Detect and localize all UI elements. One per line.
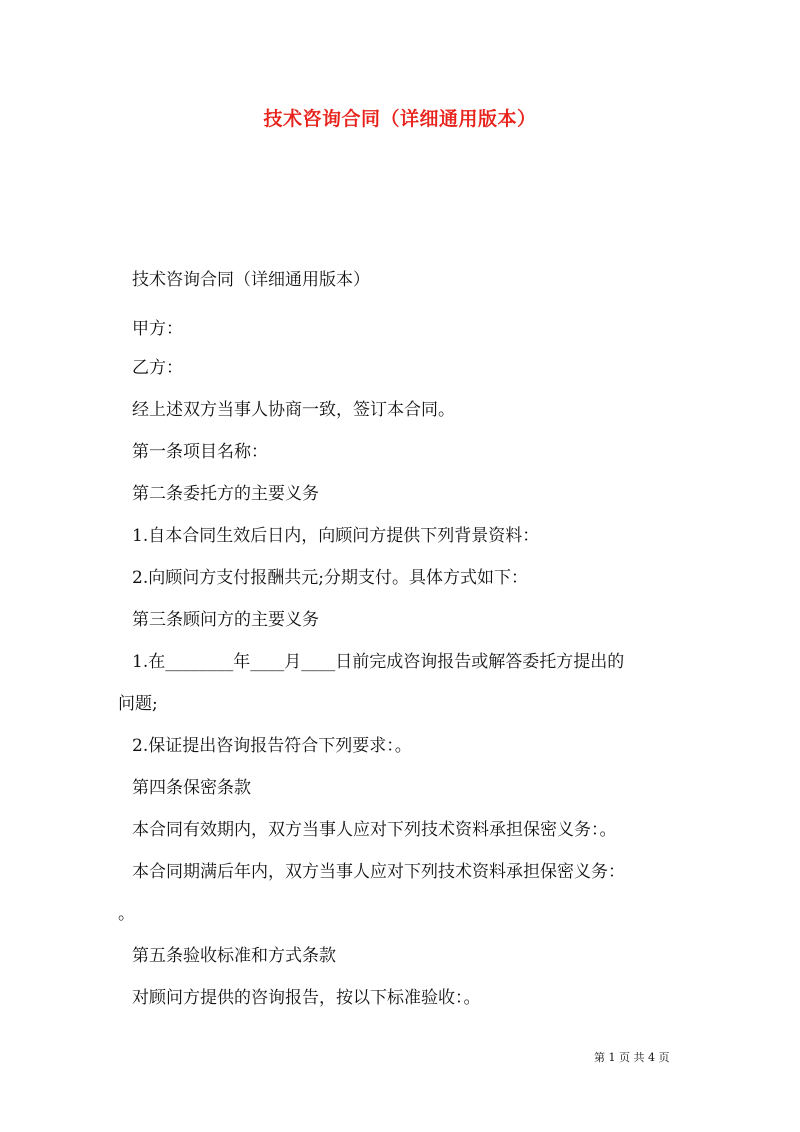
document-title: 技术咨询合同（详细通用版本） — [263, 108, 537, 130]
article-4-paragraph-1: 本合同有效期内，双方当事人应对下列技术资料承担保密义务：。 — [132, 820, 617, 840]
article-3-item-1: 1.在________年____月____日前完成咨询报告或解答委托方提出的 — [132, 652, 625, 672]
article-3-heading: 第三条顾问方的主要义务 — [132, 610, 319, 630]
article-5-heading: 第五条验收标准和方式条款 — [132, 946, 336, 966]
paragraph-heading: 技术咨询合同（详细通用版本） — [132, 270, 370, 290]
article-4-heading: 第四条保密条款 — [132, 778, 251, 798]
article-3-item-1-continued: 问题; — [118, 694, 158, 714]
article-1-heading: 第一条项目名称： — [132, 442, 268, 462]
article-2-item-2: 2.向顾问方支付报酬共元;分期支付。具体方式如下： — [132, 568, 528, 588]
article-4-paragraph-2: 本合同期满后年内，双方当事人应对下列技术资料承担保密义务： — [132, 862, 625, 882]
article-2-item-1: 1.自本合同生效后日内，向顾问方提供下列背景资料： — [132, 526, 540, 546]
article-2-heading: 第二条委托方的主要义务 — [132, 484, 319, 504]
article-3-item-2: 2.保证提出咨询报告符合下列要求：。 — [132, 736, 412, 756]
party-a-label: 甲方： — [132, 319, 183, 339]
article-5-paragraph-1: 对顾问方提供的咨询报告，按以下标准验收：。 — [132, 988, 481, 1008]
party-b-label: 乙方： — [132, 358, 183, 378]
article-4-paragraph-2-continued: 。 — [118, 904, 135, 924]
paragraph-intro: 经上述双方当事人协商一致，签订本合同。 — [132, 400, 455, 420]
page-number: 第 1 页 共 4 页 — [594, 1051, 670, 1064]
